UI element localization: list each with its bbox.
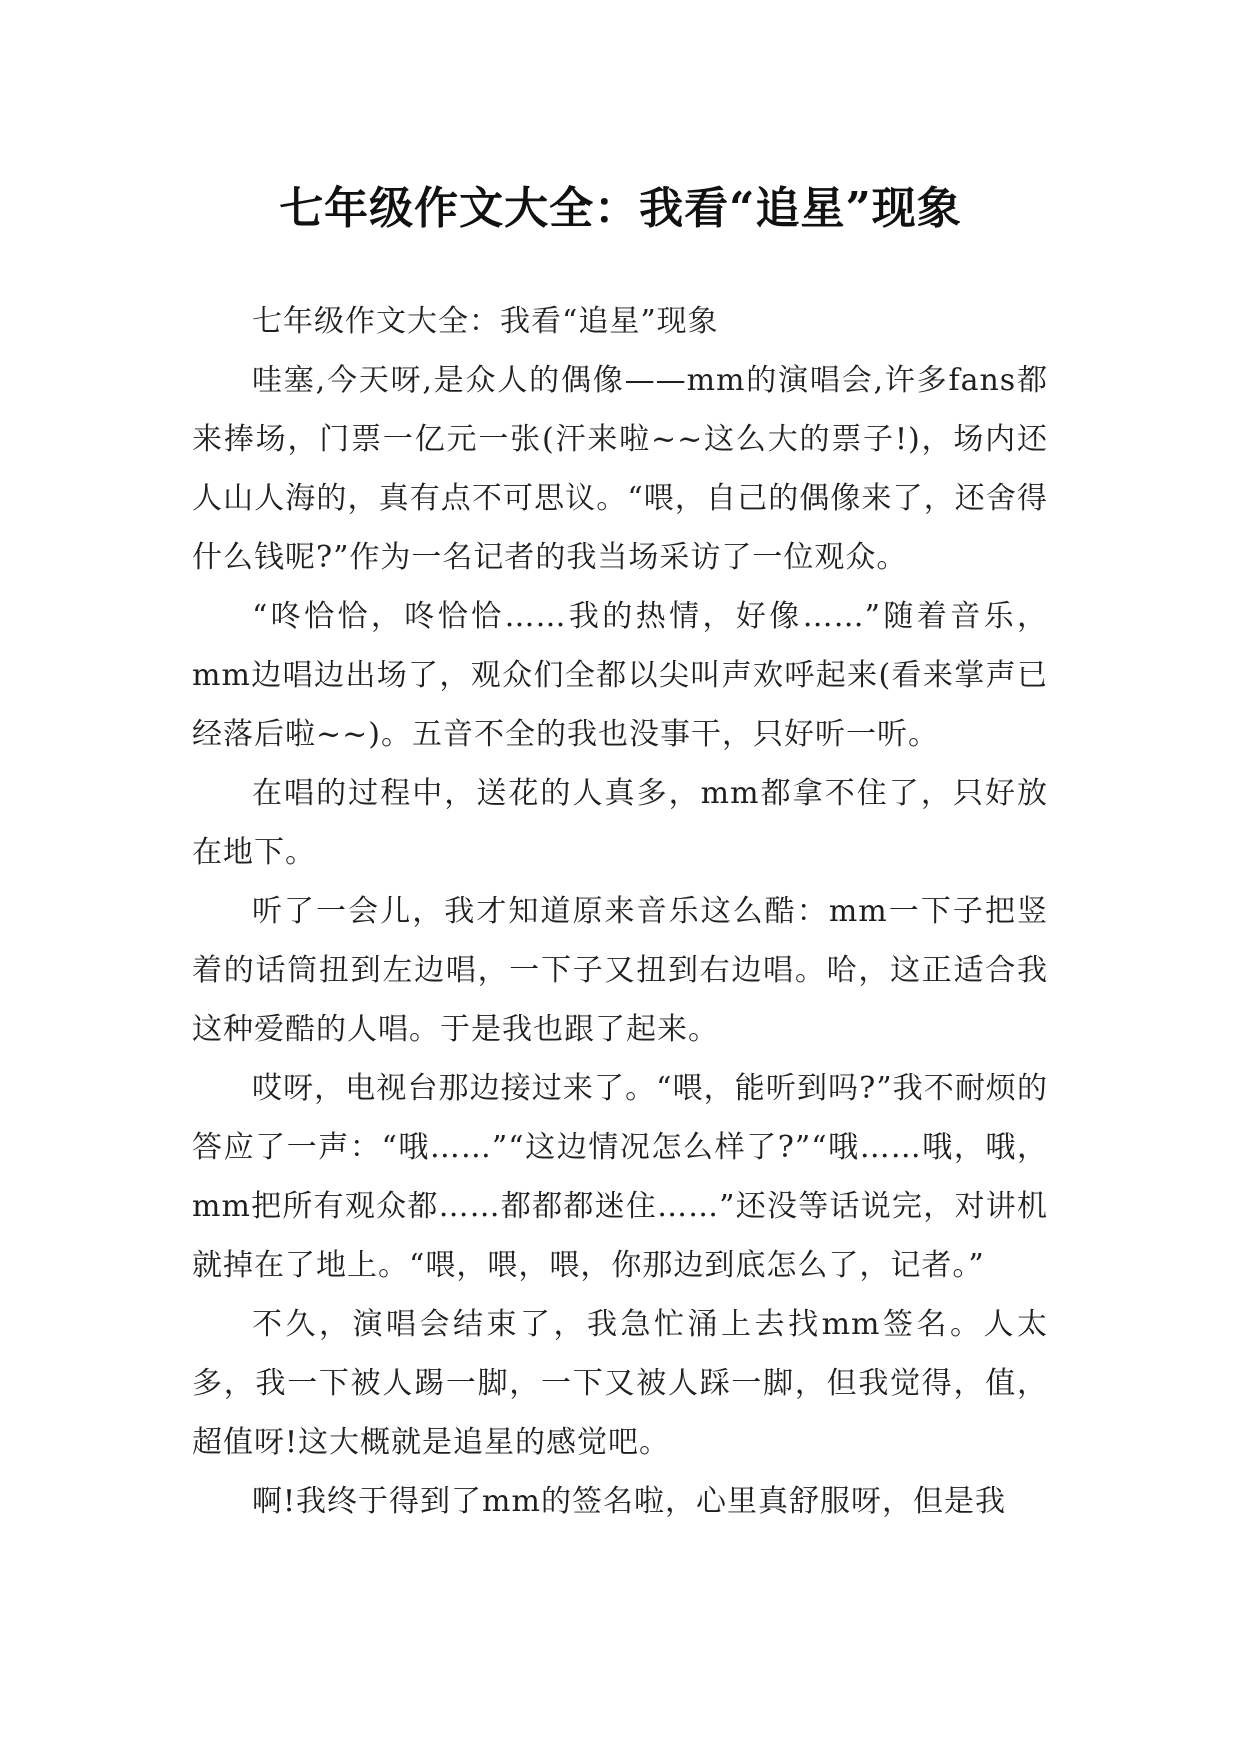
- document-title: 七年级作文大全：我看“追星”现象: [279, 183, 962, 235]
- paragraph-2: “咚恰恰，咚恰恰……我的热情，好像……”随着音乐，mm边唱边出场了，观众们全都以尖叫声欢呼起来(看来掌声已经落后啦~~)。五音不全的我也没事干，只好听一听。: [192, 599, 1048, 752]
- document-body: [192, 292, 1048, 1531]
- paragraph-subtitle: 七年级作文大全：我看“追星”现象: [252, 304, 719, 339]
- paragraph-6: 不久，演唱会结束了，我急忙涌上去找mm签名。人太多，我一下被人踢一脚，一下又被人踩一脚，但我觉得，值，超值呀!这大概就是追星的感觉吧。: [192, 1307, 1048, 1460]
- paragraph-3: 在唱的过程中，送花的人真多，mm都拿不住了，只好放在地下。: [192, 776, 1048, 870]
- paragraph-4: 听了一会儿，我才知道原来音乐这么酷：mm一下子把竖着的话筒扭到左边唱，一下子又扭到右边唱。哈，这正适合我这种爱酷的人唱。于是我也跟了起来。: [192, 894, 1048, 1047]
- paragraph-7: 啊!我终于得到了mm的签名啦，心里真舒服呀，但是我: [252, 1484, 1006, 1519]
- paragraph-1: 哇塞,今天呀,是众人的偶像——mm的演唱会,许多fans都来捧场，门票一亿元一张(汗来啦~~这么大的票子!)，场内还人山人海的，真有点不可思议。“喂，自己的偶像来了，还舍得什么钱呢?”作为一名记者的我当场采访了一位观众。: [192, 363, 1048, 575]
- paragraph-5: 哎呀，电视台那边接过来了。“喂，能听到吗?”我不耐烦的答应了一声：“哦……”“这边情况怎么样了?”“哦……哦，哦，mm把所有观众都……都都都迷住……”还没等话说完，对讲机就掉在了地上。“喂，喂，喂，你那边到底怎么了，记者。”: [192, 1071, 1048, 1283]
